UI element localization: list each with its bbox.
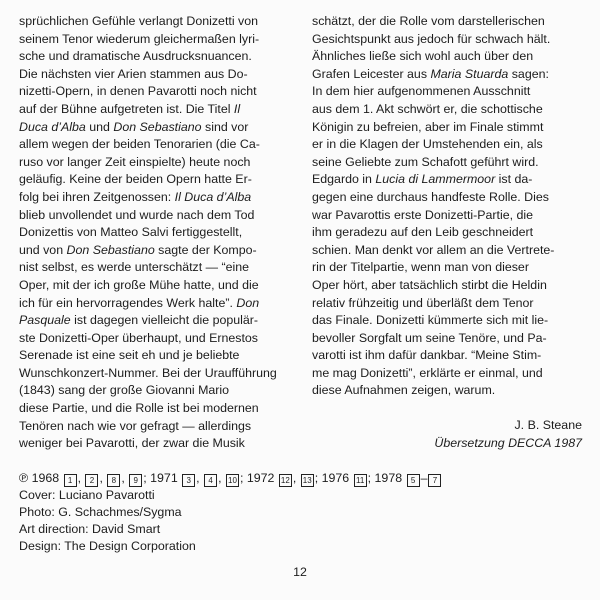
text-line — [312, 295, 582, 313]
author-signature: J. B. Steane — [514, 418, 582, 433]
text-line — [19, 13, 287, 31]
text-run: Donizettis von Matteo Salvi fertiggestellt, — [19, 225, 243, 240]
text-line — [19, 136, 287, 154]
text-line — [19, 189, 287, 207]
text-run: auf der Bühne aufgetreten ist. Die Titel — [19, 101, 234, 116]
track-number-box: 10 — [226, 474, 239, 487]
text-run: er in die Klagen der Umstehenden ein, als — [312, 137, 543, 152]
italic-title: Duca d’Alba — [19, 119, 86, 134]
text-line — [19, 435, 287, 453]
text-run: nist selbst, es werde unterschätzt — “eine — [19, 260, 250, 275]
text-line — [19, 259, 287, 277]
text-line — [312, 259, 582, 277]
text-run: Oper hört, aber tatsächlich stirbt die Heldin — [312, 277, 547, 292]
text-run: diese Partie, und die Rolle ist bei modernen — [19, 401, 259, 416]
text-line — [312, 207, 582, 225]
track-number-box: 2 — [85, 474, 98, 487]
text-line — [19, 207, 287, 225]
cover-credit: Cover: Luciano Pavarotti — [19, 488, 155, 502]
text-run: rin der Titelpartie, wenn man von dieser — [312, 260, 529, 275]
text-run: varotti ist ihm dafür dankbar. “Meine Stim- — [312, 348, 542, 363]
text-run: seinem Tenor wiederum gleichermaßen lyri- — [19, 31, 260, 46]
text-line — [312, 365, 582, 383]
text-run: Königin zu befreien, aber im Finale stimmt — [312, 119, 544, 134]
text-line — [312, 224, 582, 242]
text-run: bevoller Sorgfalt um seine Tenöre, und Pa- — [312, 330, 547, 345]
text-run: , — [99, 471, 107, 485]
text-line — [312, 189, 582, 207]
text-line — [19, 101, 287, 119]
text-run: und von — [19, 242, 67, 257]
text-line — [19, 154, 287, 172]
photo-credit: Photo: G. Schachmes/Sygma — [19, 505, 182, 519]
track-number-box: 5 — [407, 474, 420, 487]
text-run: Grafen Leicester aus — [312, 66, 431, 81]
text-run: war Pavarottis erste Donizetti-Partie, die — [312, 207, 534, 222]
text-run: Die nächsten vier Arien stammen aus Do- — [19, 66, 248, 81]
text-run: Wunschkonzert-Nummer. Bei der Uraufführung — [19, 365, 277, 380]
text-line — [19, 224, 287, 242]
text-run: (1843) sang der große Giovanni Mario — [19, 383, 230, 398]
text-run: schien. Man denkt vor allem an die Vertrete- — [312, 242, 555, 257]
text-line — [19, 48, 287, 66]
italic-title: Lucia di Lammermoor — [375, 172, 496, 187]
text-run: Tenören nach wie vor gefragt — allerdings — [19, 418, 252, 433]
text-run: blieb unvollendet und wurde nach dem Tod — [19, 207, 255, 222]
text-line — [19, 418, 287, 436]
text-run: aus dem 1. Akt schwört er, die schottische — [312, 101, 543, 116]
italic-title: Il Duca d’Alba — [174, 189, 252, 204]
text-line — [19, 171, 287, 189]
text-line — [312, 277, 582, 295]
text-run: , — [292, 471, 300, 485]
text-line — [312, 330, 582, 348]
track-number-box: 11 — [354, 474, 367, 487]
page-number: 12 — [293, 565, 307, 579]
text-run: geläufig. Keine der beiden Opern hatte Er- — [19, 172, 252, 187]
text-run: – — [420, 471, 428, 485]
text-run: , — [121, 471, 129, 485]
text-line — [19, 365, 287, 383]
text-run: sche und dramatische Ausdrucksnuancen. — [19, 49, 252, 64]
text-run: ist dagegen vielleicht die populär- — [70, 313, 259, 328]
text-run: ich für ein hervorragendes Werk halte”. — [19, 295, 237, 310]
track-number-box: 4 — [204, 474, 217, 487]
text-run: ist da- — [495, 172, 533, 187]
text-run: , — [77, 471, 85, 485]
right-column-text — [312, 13, 582, 400]
text-line — [19, 66, 287, 84]
text-run: seine Geliebte zum Schafott geführt wird. — [312, 154, 539, 169]
text-line — [19, 295, 287, 313]
text-line — [312, 154, 582, 172]
text-run: In dem hier aufgenommenen Ausschnitt — [312, 84, 531, 99]
text-line — [19, 347, 287, 365]
italic-title: Il — [233, 101, 241, 116]
text-line — [312, 119, 582, 137]
right-column — [312, 13, 582, 452]
text-run: ; 1978 — [367, 471, 406, 485]
phonogram-line — [19, 470, 439, 487]
text-line — [19, 330, 287, 348]
text-run: , — [196, 471, 204, 485]
track-number-box: 3 — [182, 474, 195, 487]
text-run: allem wegen der beiden Tenorarien (die Ca- — [19, 137, 260, 152]
text-run: Serenade ist eine seit eh und je beliebte — [19, 348, 240, 363]
italic-title: Don Sebastiano — [66, 242, 155, 257]
text-line — [312, 101, 582, 119]
text-run: nizetti-Opern, in denen Pavarotti noch nicht — [19, 84, 257, 99]
text-line — [312, 13, 582, 31]
text-run: relativ frühzeitig und überläßt dem Tenor — [312, 295, 534, 310]
text-line — [19, 83, 287, 101]
text-line — [19, 277, 287, 295]
text-run: sprüchlichen Gefühle verlangt Donizetti von — [19, 14, 258, 28]
italic-title: Pasquale — [19, 313, 71, 328]
text-run: , — [218, 471, 225, 485]
track-number-box: 13 — [301, 474, 314, 487]
text-run: ihm geradezu auf den Leib geschneidert — [312, 225, 534, 240]
text-line — [19, 242, 287, 260]
text-run: folg bei ihren Zeitgenossen: — [19, 189, 175, 204]
text-line — [19, 382, 287, 400]
text-line — [19, 312, 287, 330]
text-run: ; 1976 — [314, 471, 353, 485]
text-run: schätzt, der die Rolle vom darstellerischen — [312, 14, 545, 28]
text-run: das Finale. Donizetti kümmerte sich mit lie- — [312, 313, 549, 328]
translation-credit: Übersetzung DECCA 1987 — [434, 435, 582, 450]
text-line — [312, 66, 582, 84]
text-line — [19, 119, 287, 137]
track-number-box: 8 — [107, 474, 120, 487]
text-run: ℗ 1968 — [19, 471, 63, 485]
left-column — [19, 13, 287, 453]
text-line — [312, 171, 582, 189]
italic-title: Don Sebastiano — [113, 119, 202, 134]
text-run: ; 1972 — [239, 471, 278, 485]
text-run: Gesichtspunkt aus jedoch für schwach hält. — [312, 31, 551, 46]
design-credit: Design: The Design Corporation — [19, 539, 196, 553]
art-direction-credit: Art direction: David Smart — [19, 522, 161, 536]
italic-title: Don — [236, 295, 260, 310]
text-run: ; 1971 — [143, 471, 182, 485]
italic-title: Maria Stuarda — [430, 66, 509, 81]
credits-block — [19, 470, 439, 555]
text-line — [312, 31, 582, 49]
text-run: sagte der Kompo- — [154, 242, 257, 257]
text-run: weniger bei Pavarotti, der zwar die Musik — [19, 436, 245, 451]
text-line — [312, 242, 582, 260]
text-line — [312, 48, 582, 66]
text-run: Oper, mit der ich große Mühe hatte, und die — [19, 277, 259, 292]
text-run: ruso vor langer Zeit einspielte) heute noch — [19, 154, 251, 169]
text-run: sind vor — [201, 119, 249, 134]
text-line — [312, 83, 582, 101]
track-number-box: 12 — [279, 474, 292, 487]
text-line — [312, 382, 582, 400]
text-run: sagen: — [508, 66, 549, 81]
track-number-box: 7 — [428, 474, 441, 487]
text-line — [312, 347, 582, 365]
text-run: Edgardo in — [312, 172, 376, 187]
text-run: Ähnliches ließe sich wohl auch über den — [312, 49, 534, 64]
text-line — [19, 31, 287, 49]
text-run: und — [85, 119, 114, 134]
text-line — [19, 400, 287, 418]
text-line — [312, 312, 582, 330]
text-run: diese Aufnahmen zeigen, warum. — [312, 383, 496, 398]
text-run: me mag Donizetti”, erklärte er einmal, und — [312, 365, 543, 380]
text-run: ste Donizetti-Oper überhaupt, und Ernestos — [19, 330, 258, 345]
track-number-box: 9 — [129, 474, 142, 487]
track-number-box: 1 — [64, 474, 77, 487]
text-run: gegen eine durchaus handfeste Rolle. Dies — [312, 189, 549, 204]
text-line — [312, 136, 582, 154]
